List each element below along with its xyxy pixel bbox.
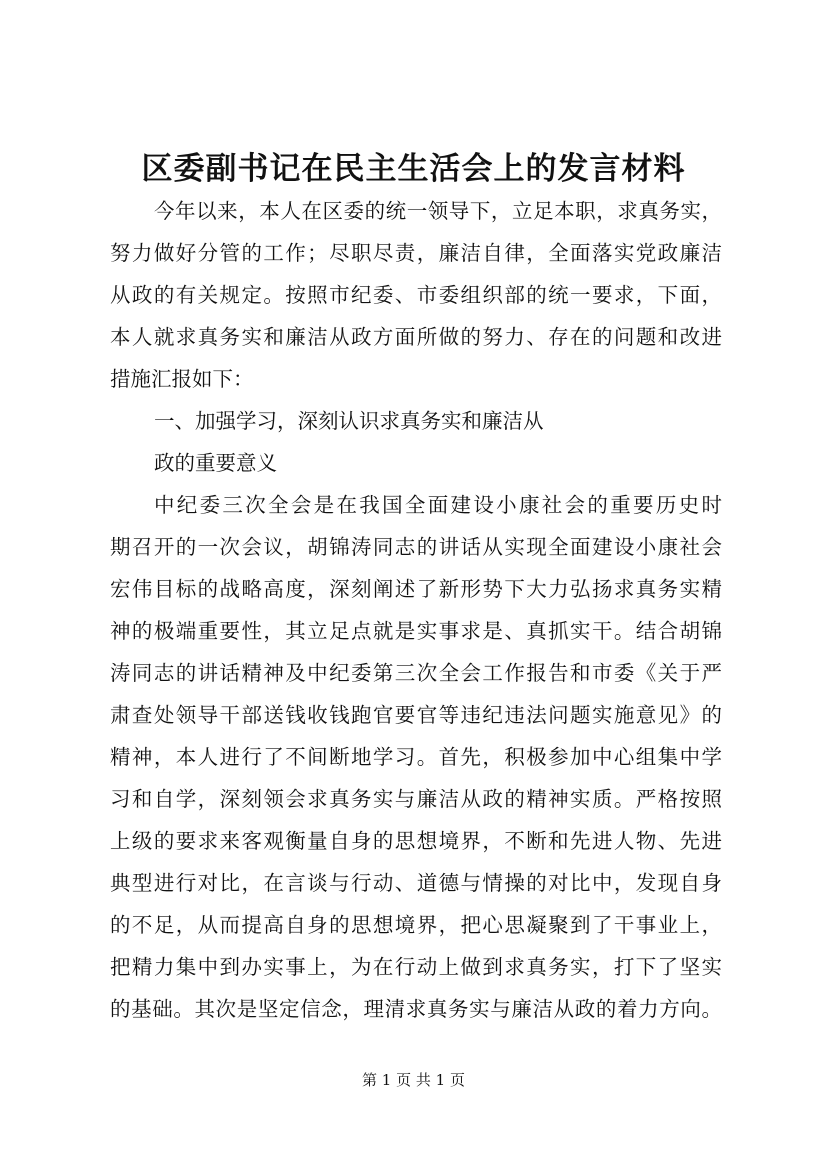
paragraph-line: 习和自学，深刻领会求真务实与廉洁从政的精神实质。严格按照 [110, 787, 722, 811]
paragraph-line: 今年以来，本人在区委的统一领导下，立足本职，求真务实， [154, 199, 722, 223]
paragraph-line: 的不足，从而提高自身的思想境界，把心思凝聚到了干事业上， [110, 913, 722, 937]
paragraph-line: 上级的要求来客观衡量自身的思想境界，不断和先进人物、先进 [110, 829, 722, 853]
paragraph-line: 典型进行对比，在言谈与行动、道德与情操的对比中，发现自身 [110, 871, 722, 895]
paragraph-line: 肃查处领导干部送钱收钱跑官要官等违纪违法问题实施意见》的 [110, 703, 722, 727]
paragraph-line: 从政的有关规定。按照市纪委、市委组织部的统一要求，下面， [110, 283, 722, 307]
paragraph-line: 宏伟目标的战略高度，深刻阐述了新形势下大力弘扬求真务实精 [110, 577, 722, 601]
paragraph-line: 涛同志的讲话精神及中纪委第三次全会工作报告和市委《关于严 [110, 661, 722, 685]
section-heading-line: 政的重要意义 [154, 451, 277, 475]
paragraph-line: 神的极端重要性，其立足点就是实事求是、真抓实干。结合胡锦 [110, 619, 722, 643]
section-heading-line: 一、加强学习，深刻认识求真务实和廉洁从 [154, 409, 544, 433]
paragraph-line: 措施汇报如下： [110, 367, 254, 391]
paragraph-line: 本人就求真务实和廉洁从政方面所做的努力、存在的问题和改进 [110, 325, 722, 349]
paragraph-line: 的基础。其次是坚定信念，理清求真务实与廉洁从政的着力方向。 [110, 997, 722, 1021]
paragraph-line: 精神，本人进行了不间断地学习。首先，积极参加中心组集中学 [110, 745, 722, 769]
paragraph-line: 把精力集中到办实事上，为在行动上做到求真务实，打下了坚实 [110, 955, 722, 979]
paragraph-line: 中纪委三次全会是在我国全面建设小康社会的重要历史时 [154, 493, 722, 517]
document-title: 区委副书记在民主生活会上的发言材料 [141, 151, 686, 187]
paragraph-line: 期召开的一次会议，胡锦涛同志的讲话从实现全面建设小康社会 [110, 535, 722, 559]
page-number: 第 1 页 共 1 页 [362, 1071, 465, 1089]
paragraph-line: 努力做好分管的工作；尽职尽责，廉洁自律，全面落实党政廉洁 [110, 241, 722, 265]
document-body [110, 190, 722, 1030]
